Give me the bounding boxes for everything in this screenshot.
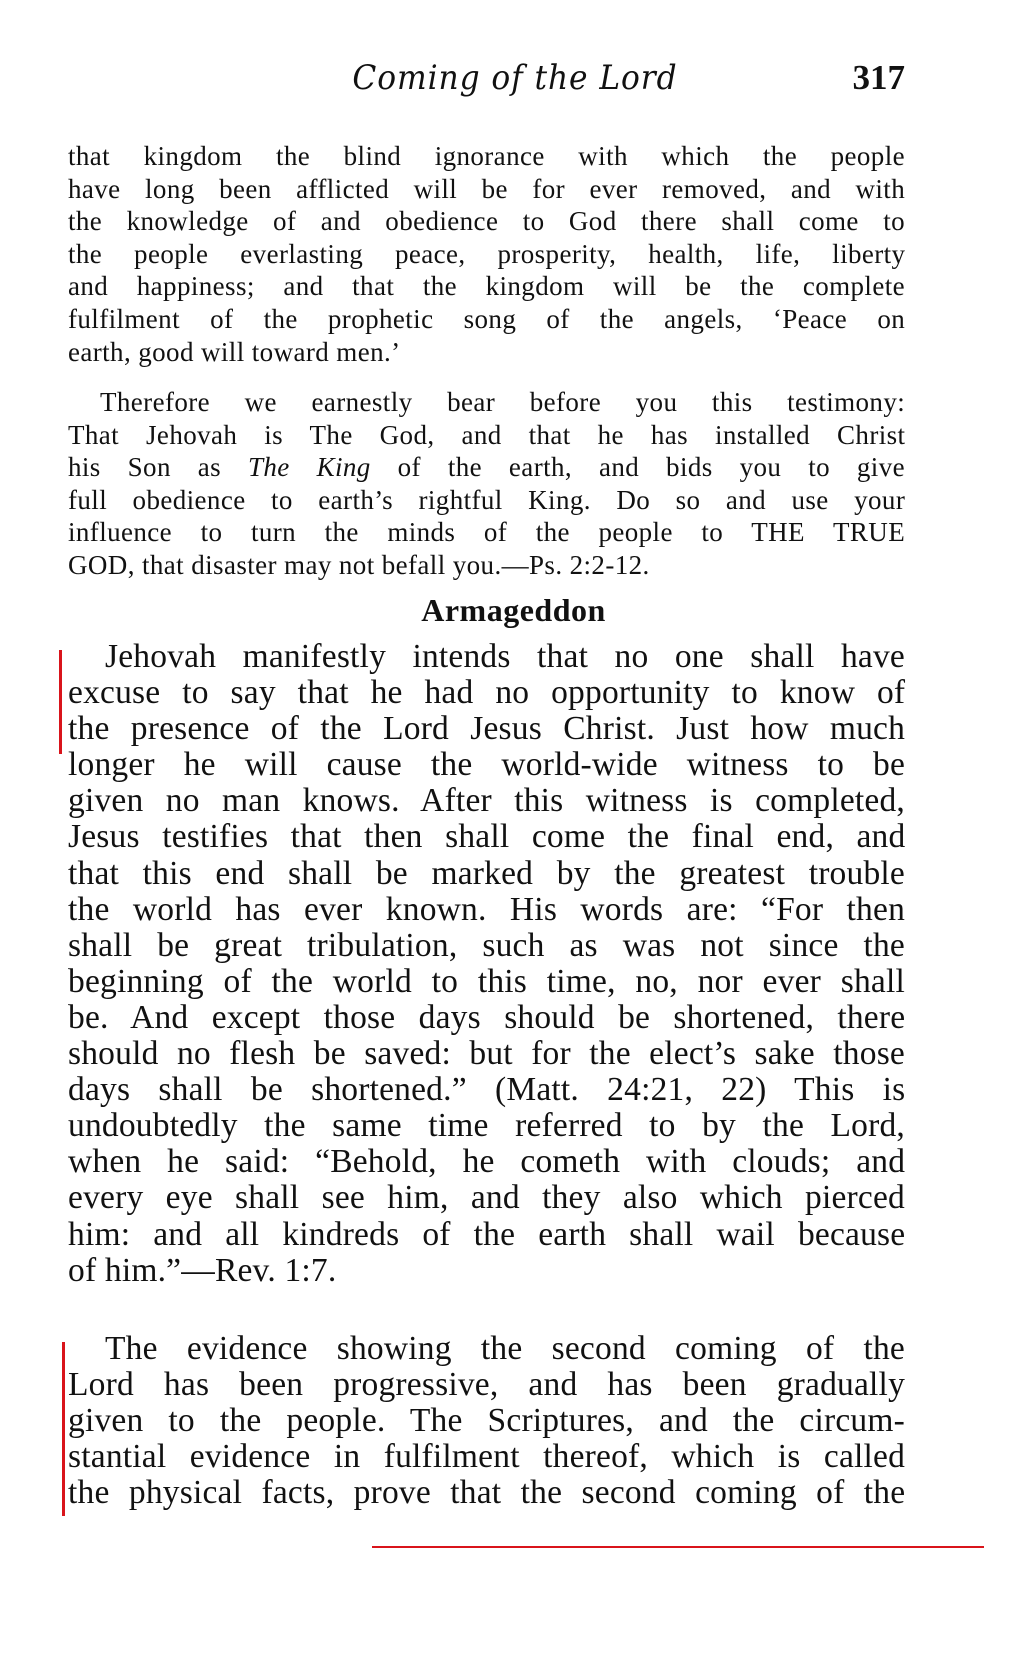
text-line: Lord has been progressive, and has been gradually — [68, 1366, 906, 1404]
text-line: given no man knows. After this witness is completed, — [68, 782, 905, 820]
paragraph-armageddon — [68, 639, 905, 1289]
text-line: the presence of the Lord Jesus Christ. Just how much — [68, 710, 906, 748]
text-line: that kingdom the blind ignorance with which the people — [68, 141, 905, 171]
text-line: the people everlasting peace, prosperity, health, life, liberty — [68, 238, 906, 269]
italic-emphasis: The King — [247, 452, 371, 483]
text-line: the world has ever known. His words are: “For then — [68, 890, 906, 928]
text-line: undoubtedly the same time referred to by the Lord, — [68, 1107, 905, 1145]
text-line: him: and all kindreds of the earth shall wail because — [68, 1215, 906, 1253]
text-line: the knowledge of and obedience to God there shall come to — [68, 206, 905, 237]
text-line: shall be great tribulation, such as was not since the — [68, 926, 905, 964]
text-run: his Son as — [68, 452, 248, 483]
text-line: full obedience to earth’s rightful King. Do so and use your — [68, 484, 906, 515]
section-heading: Armageddon — [421, 592, 606, 628]
text-line: given to the people. The Scriptures, and the circum- — [68, 1402, 905, 1440]
text-line: longer he will cause the world-wide witness to be — [68, 746, 906, 784]
text-line: Therefore we earnestly bear before you this testimony: — [100, 387, 906, 417]
text-line: beginning of the world to this time, no, nor ever shall — [68, 962, 905, 1000]
text-line: the physical facts, prove that the second coming of the — [68, 1474, 906, 1512]
text-run: of the earth, and bids you to give — [370, 452, 905, 483]
paragraph-kingdom-continuation — [68, 140, 905, 368]
page-number: 317 — [852, 58, 905, 97]
text-line: influence to turn the minds of the people to THE TRUE — [68, 517, 906, 548]
text-line: Jesus testifies that then shall come the final end, and — [68, 818, 906, 856]
text-line: days shall be shortened.” (Matt. 24:21, 22) This is — [68, 1071, 906, 1109]
underline-highlight — [372, 1546, 984, 1548]
paragraph-evidence — [68, 1331, 905, 1511]
running-head — [0, 58, 1027, 108]
text-line: of him.”—Rev. 1:7. — [68, 1251, 337, 1289]
text-line: Jehovah manifestly intends that no one shall have — [105, 638, 905, 675]
margin-highlight-bar — [62, 1342, 65, 1516]
margin-highlight-bar — [59, 650, 62, 754]
text-line: have long been afflicted will be for ever removed, and with — [68, 173, 906, 204]
running-title: Coming of the Lord — [352, 58, 678, 98]
text-line: when he said: “Behold, he cometh with clouds; and — [68, 1143, 906, 1181]
text-line: and happiness; and that the kingdom will be the complete — [68, 271, 906, 302]
text-line: stantial evidence in fulfilment thereof, which is called — [68, 1438, 906, 1476]
text-line: That Jehovah is The God, and that he has installed Christ — [68, 419, 906, 450]
text-line: every eye shall see him, and they also which pierced — [68, 1179, 905, 1217]
text-line: The evidence showing the second coming of the — [105, 1330, 905, 1367]
text-line: be. And except those days should be shortened, there — [68, 998, 906, 1036]
text-line: should no flesh be saved: but for the elect’s sake those — [68, 1035, 905, 1073]
text-line: fulfilment of the prophetic song of the angels, ‘Peace on — [68, 303, 906, 334]
text-line — [68, 451, 905, 484]
text-line: earth, good will toward men.’ — [68, 336, 401, 367]
text-line: that this end shall be marked by the greatest trouble — [68, 854, 905, 892]
paragraph-testimony — [68, 386, 905, 582]
text-line: GOD, that disaster may not befall you.—Ps. 2:2-12. — [68, 549, 650, 580]
text-line: excuse to say that he had no opportunity to know of — [68, 674, 906, 712]
